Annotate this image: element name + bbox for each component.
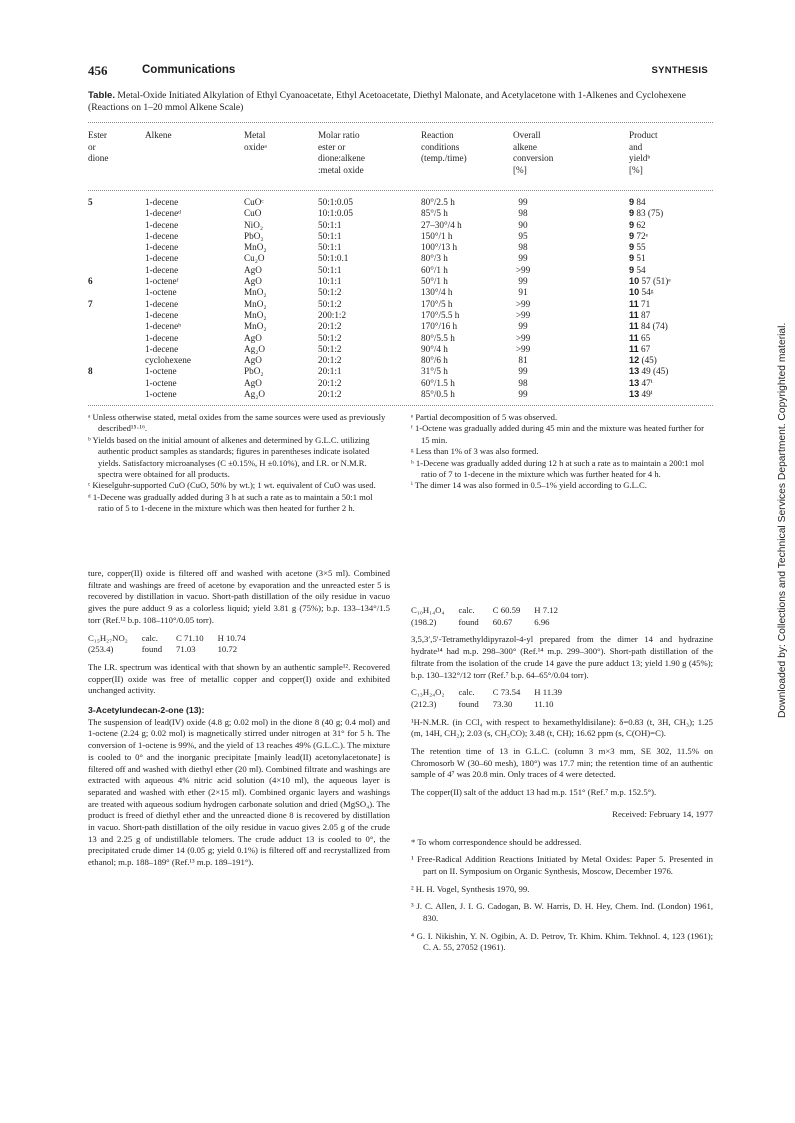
cell-alkene: 1-decene: [145, 253, 179, 264]
product-number: 9: [629, 197, 635, 207]
cell-product-yield: [629, 253, 646, 264]
yield-value: 54ᵍ: [641, 287, 654, 298]
reference-item: * To whom correspondence should be addressed.: [411, 836, 582, 847]
cell-ester: 7: [88, 298, 93, 309]
cell-molar-ratio: 50:1:2: [318, 287, 342, 298]
table-row: [88, 378, 713, 389]
cell-metal-oxide: Ag₂O: [244, 343, 266, 354]
paragraph-adduct-9: ture, copper(II) oxide is filtered off and washed with acetone (3×5 ml). Combined filtrate and washings are freed of acetone by evaporation and the unreacted ester 5 is recovered by distillation in vacuo. Short-path distillation of the oily residue in vacuo gives the pure adduct 9 as a colorless liquid; yield 3.81 g (75%); b.p. 133–134°/1.5 torr (Ref.¹² b.p. 108–110°/0.05 torr).: [88, 568, 390, 625]
footnote-i: ⁱ The dimer 14 was also formed in 0.5–1% yield according to G.L.C.: [411, 480, 647, 491]
cell-metal-oxide: AgO: [244, 276, 262, 287]
cell-alkene: 1-decene: [145, 309, 179, 320]
table-caption: [88, 90, 713, 114]
reference-item: ² H. H. Vogel, Synthesis 1970, 99.: [411, 883, 530, 894]
product-number: 9: [629, 219, 635, 230]
table-row: [88, 208, 713, 219]
footnote-f: ᶠ 1-Octene was gradually added during 45 min and the mixture was heated further for 15 min.: [411, 423, 704, 445]
cell-molar-ratio: 50:1:2: [318, 298, 342, 309]
received-date: Received: February 14, 1977: [612, 808, 713, 819]
cell-alkene: 1-octene: [145, 377, 177, 388]
table-row: [88, 253, 713, 264]
product-number: 13: [629, 366, 640, 377]
cell-product-yield: [629, 389, 653, 400]
cell-molar-ratio: 200:1:2: [318, 309, 347, 320]
cell-alkene: 1-decene: [145, 219, 179, 230]
paragraph-copper-salt: The copper(II) salt of the adduct 13 had m.p. 151° (Ref.⁷ m.p. 152.5°).: [411, 787, 657, 798]
cell-alkene: 1-decene: [145, 197, 179, 207]
cell-product-yield: [629, 197, 646, 208]
cell-conditions: 27–30°/4 h: [421, 219, 462, 230]
elemental-analysis-9: C₁₅H₂₇NO₂ calc. C 71.10 H 10.74 (253.4) found 71.03 10.72: [88, 632, 246, 655]
cell-conditions: 80°/5.5 h: [421, 332, 455, 343]
cell-ester: 8: [88, 366, 93, 377]
product-number: 10: [629, 287, 640, 298]
left-text-column: [88, 568, 390, 875]
cell-alkene: 1-decene: [145, 343, 179, 354]
cell-conditions: 150°/1 h: [421, 230, 453, 241]
yield-value: 49ⁱ: [641, 389, 653, 400]
cell-molar-ratio: 50:1:1: [318, 230, 342, 241]
right-text-column: [411, 605, 713, 960]
cell-conditions: 100°/13 h: [421, 242, 458, 253]
table-row: [88, 265, 713, 276]
cell-metal-oxide: CuOᶜ: [244, 197, 264, 207]
cell-conversion: 98: [518, 377, 528, 388]
reference-item: ⁴ G. I. Nikishin, Y. N. Ogibin, A. D. Petrov, Tr. Khim. Khim. Tekhnol. 4, 123 (1961); C. A. 55, 27052 (1961).: [411, 930, 713, 953]
product-number: 11: [629, 309, 639, 320]
cell-alkene: 1-decene: [145, 230, 179, 241]
footnote-h: ʰ 1-Decene was gradually added during 12 h at such a rate as to maintain a 200:1 mol ratio of 7 to 1-decene in the mixture which was further heated for 4 h.: [411, 457, 705, 480]
page-number: 456: [88, 63, 108, 78]
cell-metal-oxide: AgO: [244, 355, 262, 366]
cell-conditions: 170°/5.5 h: [421, 309, 460, 320]
cell-metal-oxide: Ag₂O: [244, 389, 266, 400]
cell-alkene: 1-octene: [145, 287, 177, 298]
cell-metal-oxide: CuO: [244, 208, 262, 219]
references: [411, 837, 713, 955]
cell-conditions: 31°/5 h: [421, 366, 448, 377]
yield-value: 67: [641, 343, 651, 354]
yield-value: 72ᵉ: [636, 230, 648, 241]
product-number: 11: [629, 298, 639, 309]
table-row: [88, 231, 713, 242]
footnote-e: ᵉ Partial decomposition of 5 was observed.: [411, 412, 558, 422]
cell-product-yield: [629, 208, 663, 219]
cell-alkene: 1-decene: [145, 298, 179, 309]
cell-conversion: >99: [515, 332, 531, 343]
product-number: 9: [629, 242, 635, 253]
cell-metal-oxide: AgO: [244, 332, 262, 343]
cell-conversion: >99: [515, 298, 531, 309]
cell-molar-ratio: 50:1:0.1: [318, 253, 349, 264]
header-conditions: Reaction conditions (temp./time): [421, 130, 467, 163]
reference-item: ¹ Free-Radical Addition Reactions Initiated by Metal Oxides: Paper 5. Presented in part on II. Symposium on Organic Synthesis, Moscow, December 1976.: [411, 854, 713, 876]
table-body: [88, 197, 713, 400]
cell-ester: 6: [88, 276, 93, 287]
reference-item: ³ J. C. Allen, J. I. G. Cadogan, B. W. Harris, D. H. Hey, Chem. Ind. (London) 1961, 830.: [411, 901, 713, 924]
paragraph-retention: The retention time of 13 in G.L.C. (column 3 m×3 mm, SE 302, 11.5% on Chromosorb W (30–60 mesh), 180°) was 17.7 min; the retention time of an authentic sample of 4⁷ was 20.8 min. Only traces of 4 were detected.: [411, 746, 713, 780]
cell-product-yield: [629, 321, 668, 332]
yield-value: 54: [636, 264, 646, 275]
paragraph-dipyrazolyl: 3,5,3′,5′-Tetramethyldipyrazol-4-yl prepared from the dimer 14 and hydrazine hydrate¹⁴ had m.p. 298–300° (Ref.¹⁴ m.p. 299–300°). Short-path distillation of the filtrate from the isolation of the crude 14 gave the pure adduct 13; yield 1.90 g (45%); b.p. 130–132°/12 torr (Ref.⁷ b.p. 64–65°/0.04 torr).: [411, 634, 713, 680]
journal-name: SYNTHESIS: [651, 65, 708, 76]
cell-metal-oxide: AgO: [244, 264, 262, 275]
cell-conditions: 80°/3 h: [421, 253, 448, 264]
table-row: [88, 389, 713, 400]
cell-molar-ratio: 50:1:0.05: [318, 197, 353, 207]
cell-alkene: 1-deceneᵈ: [145, 208, 182, 219]
cell-conditions: 80°/6 h: [421, 355, 448, 366]
cell-conditions: 50°/1 h: [421, 276, 448, 287]
cell-molar-ratio: 20:1:1: [318, 366, 342, 377]
cell-conversion: >99: [515, 309, 531, 320]
footnotes-left: [88, 412, 390, 515]
cell-product-yield: [629, 333, 650, 344]
cell-product-yield: [629, 355, 657, 366]
cell-metal-oxide: Cu₂O: [244, 253, 265, 264]
cell-metal-oxide: MnO₂: [244, 242, 267, 253]
product-number: 11: [629, 321, 639, 332]
cell-molar-ratio: 50:1:1: [318, 219, 342, 230]
product-number: 11: [629, 343, 639, 354]
cell-conversion: 95: [518, 230, 528, 241]
table-row: [88, 276, 713, 287]
footnote-g: ᵍ Less than 1% of 3 was also formed.: [411, 446, 539, 457]
table-header: [88, 130, 713, 186]
paragraph-procedure-13: The suspension of lead(IV) oxide (4.8 g; 0.02 mol) in the dione 8 (40 g; 0.4 mol) and 1-octene (2.24 g; 0.02 mol) is magnetically stirred under nitrogen at 31° for 5 h. The conversion of 1-octene is 99%, and the yield of 13 reaches 49% (G.L.C.). The mixture is cooled to 0° and the inorganic precipitate [mainly lead(II) acetonylacetonate] is filtered off and washed with diethyl ether (20 ml). Combined filtrate and washings are extracted with aqueous 4% nitric acid solution (4×10 ml), the aqueous layer is separated and washed with ether (2×15 ml). Combined organic layers and washings are treated with aqueous sodium hydrogen carbonate solution and dried (MgSO₄). The product is freed of diethyl ether and the unreacted dione 8 is recovered by distillation in vacuo. Short-path distillation of the oily residue in vacuo gives 2.05 g of the crude 13 and 2.25 g of undistillable telomers. The crude adduct 13 is cooled to 0°, the precipitated crude dimer 14 (0.05 g; yield 0.1%) is filtered off and recrystallized from ethanol; m.p. 188–189° (Ref.¹³ m.p. 189–191°).: [88, 716, 390, 868]
cell-molar-ratio: 10:1:1: [318, 276, 342, 287]
cell-product-yield: [629, 378, 653, 389]
cell-alkene: 1-decene: [145, 332, 179, 343]
footnote-c: ᶜ Kieselguhr-supported CuO (CuO, 50% by wt.); 1 wt. equivalent of CuO was used.: [88, 480, 376, 491]
yield-value: 84 (74): [641, 321, 668, 332]
cell-metal-oxide: MnO₂: [244, 321, 267, 332]
header-ester: Ester or dione: [88, 130, 109, 163]
table-row: [88, 220, 713, 231]
footnotes-right: [411, 412, 713, 492]
section-title: Communications: [142, 64, 236, 76]
paragraph-nmr: ¹H-N.M.R. (in CCl₄ with respect to hexamethyldisilane): δ=0.83 (t, 3H, CH₃); 1.25 (m, 14H, CH₂); 2.03 (s, CH₃CO); 3.48 (t, CH); 16.62 ppm (s, C(OH)=C).: [411, 716, 713, 739]
product-number: 9: [629, 230, 635, 241]
cell-product-yield: [629, 366, 668, 377]
yield-value: 57 (51)ᵉ: [641, 276, 671, 287]
cell-product-yield: [629, 310, 650, 321]
product-number: 12: [629, 355, 640, 366]
cell-product-yield: [629, 299, 650, 310]
paragraph-ir-spectrum: The I.R. spectrum was identical with that shown by an authentic sample¹². Recovered copper(II) oxide was free of metallic copper and copper(I) oxide and exhibited unchanged activity.: [88, 661, 390, 696]
header-alkene: Alkene: [145, 130, 172, 140]
product-number: 13: [629, 389, 640, 400]
yield-value: 49 (45): [641, 366, 669, 377]
cell-conversion: >99: [515, 343, 531, 354]
cell-alkene: 1-octene: [145, 389, 177, 400]
table-row: [88, 287, 713, 298]
yield-value: 84: [636, 197, 646, 207]
cell-product-yield: [629, 344, 650, 355]
yield-value: 83 (75): [636, 208, 664, 219]
yield-value: 71: [641, 298, 651, 309]
cell-molar-ratio: 50:1:1: [318, 264, 342, 275]
product-number: 13: [629, 377, 640, 388]
elemental-analysis-14: C₁₀H₁₄O₄ calc. C 60.59 H 7.12 (198.2) found 60.67 6.96: [411, 605, 558, 627]
table-caption-label: Table.: [88, 90, 116, 101]
table-bottom-rule: [88, 405, 713, 406]
cell-metal-oxide: PbO₂: [244, 366, 264, 377]
cell-conversion: >99: [515, 264, 531, 275]
footnote-d: ᵈ 1-Decene was gradually added during 3 h at such a rate as to maintain a 50:1 mol ratio of 5 to 1-decene in the mixture which was then heated for further 2 h.: [88, 491, 373, 514]
footnote-a: ᵃ Unless otherwise stated, metal oxides from the same sources were used as previously described¹⁵·¹⁶.: [88, 412, 386, 434]
header-yield: Product and yieldᵇ [%]: [629, 130, 658, 175]
cell-conversion: 81: [518, 355, 528, 366]
table-row: [88, 242, 713, 253]
product-number: 11: [629, 332, 639, 343]
cell-metal-oxide: PbO₂: [244, 230, 264, 241]
cell-conversion: 98: [518, 208, 528, 219]
table-row: [88, 366, 713, 377]
cell-conversion: 99: [518, 276, 528, 287]
table-row: [88, 355, 713, 366]
cell-molar-ratio: 10:1:0.05: [318, 208, 353, 219]
elemental-analysis-13: C₁₃H₂₄O₂ calc. C 73.54 H 11.39 (212.3) found 73.30 11.10: [411, 687, 562, 709]
table-header-rule: [88, 190, 713, 191]
cell-alkene: 1-octeneᶠ: [145, 276, 179, 287]
cell-conversion: 99: [518, 253, 528, 264]
cell-molar-ratio: 20:1:2: [318, 389, 342, 400]
cell-conditions: 170°/16 h: [421, 321, 458, 332]
table-row: [88, 333, 713, 344]
yield-value: 47ⁱ: [641, 377, 653, 388]
yield-value: 62: [636, 219, 646, 230]
cell-conversion: 91: [518, 287, 528, 298]
table-top-rule: [88, 122, 713, 123]
table-row: [88, 197, 713, 208]
cell-molar-ratio: 50:1:2: [318, 332, 342, 343]
cell-ester: 5: [88, 197, 93, 207]
procedure-heading: 3-Acetylundecan-2-one (13):: [88, 705, 205, 716]
cell-conditions: 85°/5 h: [421, 208, 448, 219]
cell-molar-ratio: 20:1:2: [318, 321, 342, 332]
cell-molar-ratio: 20:1:2: [318, 355, 342, 366]
cell-molar-ratio: 50:1:2: [318, 343, 342, 354]
cell-conditions: 85°/0.5 h: [421, 389, 455, 400]
cell-conversion: 98: [518, 242, 528, 253]
cell-alkene: 1-octene: [145, 366, 177, 377]
table-row: [88, 299, 713, 310]
cell-metal-oxide: MnO₂: [244, 309, 267, 320]
cell-metal-oxide: MnO₂: [244, 298, 267, 309]
cell-product-yield: [629, 287, 653, 298]
cell-alkene: cyclohexene: [145, 355, 191, 366]
cell-conversion: 99: [518, 321, 528, 332]
cell-conditions: 130°/4 h: [421, 287, 453, 298]
table-row: [88, 321, 713, 332]
cell-molar-ratio: 50:1:1: [318, 242, 342, 253]
cell-conditions: 80°/2.5 h: [421, 197, 455, 207]
cell-conditions: 170°/5 h: [421, 298, 453, 309]
product-number: 10: [629, 276, 640, 287]
cell-alkene: 1-decene: [145, 242, 179, 253]
cell-conversion: 99: [518, 197, 528, 207]
table-row: [88, 344, 713, 355]
cell-conditions: 60°/1 h: [421, 264, 448, 275]
cell-metal-oxide: NiO₂: [244, 219, 264, 230]
cell-metal-oxide: AgO: [244, 377, 262, 388]
product-number: 9: [629, 253, 635, 264]
header-metal-oxide: Metal oxideᵃ: [244, 130, 267, 152]
yield-value: 55: [636, 242, 646, 253]
page-header: [88, 63, 708, 81]
cell-conversion: 99: [518, 366, 528, 377]
yield-value: 87: [641, 309, 651, 320]
cell-metal-oxide: MnO₂: [244, 287, 267, 298]
footnote-b: ᵇ Yields based on the initial amount of alkenes and determined by G.L.C. utilizing authentic product samples as standards; figures in parentheses indicate isolated yields. Satisfactory microanalyses (C ±0.15%, H ±0.10%), and I.R. or N.M.R. spectra were obtained for all products.: [88, 434, 370, 480]
table-row: [88, 310, 713, 321]
cell-alkene: 1-decene: [145, 264, 179, 275]
cell-product-yield: [629, 276, 671, 287]
cell-molar-ratio: 20:1:2: [318, 377, 342, 388]
cell-product-yield: [629, 220, 646, 231]
yield-value: (45): [641, 355, 657, 366]
cell-product-yield: [629, 231, 648, 242]
cell-product-yield: [629, 265, 646, 276]
cell-conversion: 99: [518, 389, 528, 400]
header-molar-ratio: Molar ratio ester or dione:alkene :metal oxide: [318, 130, 365, 175]
header-conversion: Overall alkene conversion [%]: [513, 130, 554, 175]
cell-conditions: 60°/1.5 h: [421, 377, 455, 388]
product-number: 9: [629, 264, 635, 275]
cell-conversion: 90: [518, 219, 528, 230]
cell-product-yield: [629, 242, 646, 253]
cell-alkene: 1-deceneʰ: [145, 321, 182, 332]
yield-value: 51: [636, 253, 646, 264]
product-number: 9: [629, 208, 635, 219]
table-caption-text: Metal-Oxide Initiated Alkylation of Ethyl Cyanoacetate, Ethyl Acetoacetate, Diethyl Malonate, and Acetylacetone with 1-Alkenes and Cyclohexene (Reactions on 1–20 mmol Alkene Scale): [88, 90, 686, 113]
yield-value: 65: [641, 332, 651, 343]
cell-conditions: 90°/4 h: [421, 343, 448, 354]
download-notice: Downloaded by: Collections and Technical Services Department. Copyrighted material.: [777, 322, 788, 718]
